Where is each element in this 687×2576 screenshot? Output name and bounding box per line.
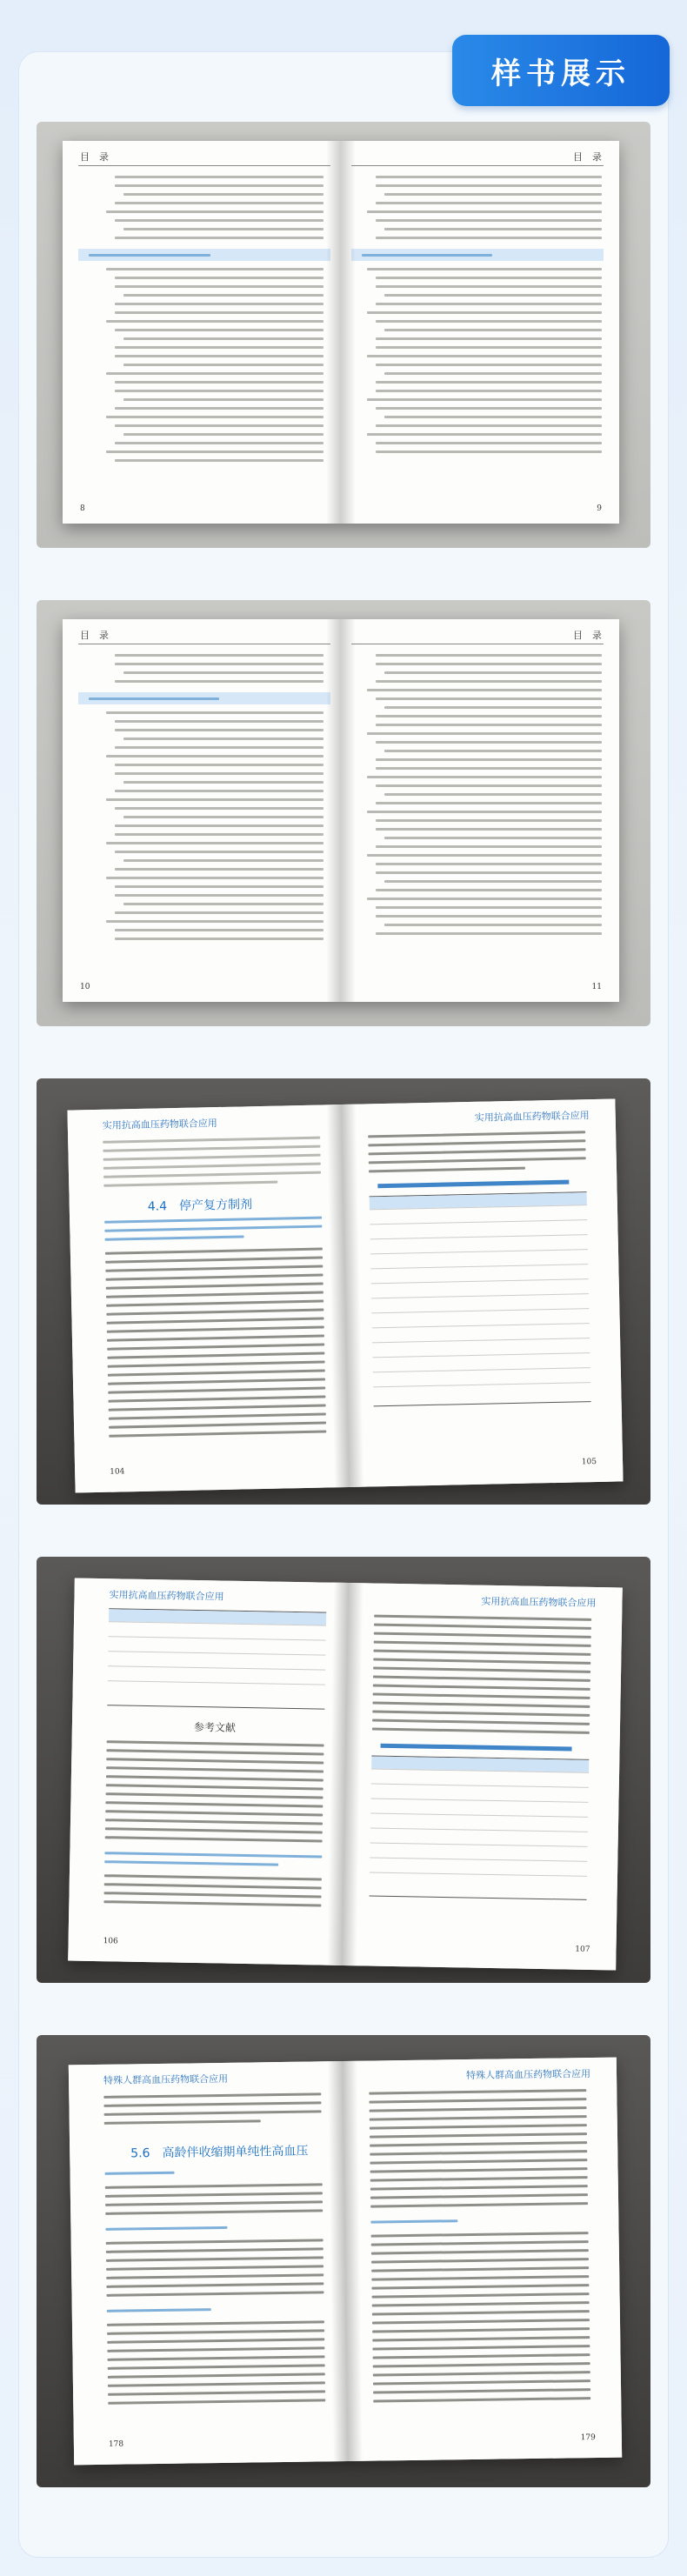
section-heading: 5.6 高龄伴收缩期单纯性高血压 — [130, 2144, 309, 2161]
page-header: 目 录 — [573, 151, 602, 163]
book-spread-1 — [37, 122, 650, 548]
book-spread-4 — [37, 1557, 650, 1983]
data-table — [370, 1756, 590, 1900]
page-header: 实用抗高血压药物联合应用 — [102, 1118, 217, 1131]
page-header: 特殊人群高血压药物联合应用 — [465, 2068, 591, 2082]
book-spread-5 — [37, 2035, 650, 2487]
left-page — [67, 1104, 349, 1493]
page-number: 179 — [580, 2433, 596, 2443]
references-heading: 参考文献 — [193, 1720, 237, 1734]
page-number: 178 — [108, 2439, 124, 2449]
right-page — [341, 1098, 623, 1487]
book-spread-2 — [37, 600, 650, 1026]
open-book — [69, 2058, 622, 2466]
page-number: 10 — [80, 983, 90, 991]
right-page — [342, 1583, 623, 1970]
left-page — [63, 619, 341, 1002]
sample-book-banner: 样书展示 — [452, 35, 670, 106]
section-heading: 4.4 停产复方制剂 — [147, 1198, 253, 1214]
data-table — [370, 1191, 591, 1406]
book-spread-3 — [37, 1078, 650, 1505]
page-number: 8 — [80, 504, 85, 513]
page-header: 目 录 — [80, 151, 109, 163]
left-page — [69, 2061, 348, 2465]
page-header: 目 录 — [573, 630, 602, 641]
right-page — [341, 141, 619, 524]
left-page — [63, 141, 341, 524]
right-page — [341, 619, 619, 1002]
page-number: 105 — [581, 1457, 597, 1467]
page-number: 11 — [591, 983, 602, 991]
page-header: 实用抗高血压药物联合应用 — [481, 1595, 597, 1610]
page-number: 107 — [575, 1945, 590, 1954]
page-header: 目 录 — [80, 630, 109, 641]
page-number: 106 — [103, 1937, 118, 1946]
open-book — [68, 1578, 623, 1971]
page-header: 特殊人群高血压药物联合应用 — [103, 2072, 229, 2086]
page-number: 104 — [110, 1467, 125, 1477]
open-book — [67, 1098, 623, 1492]
open-book — [63, 619, 619, 1002]
page-header: 实用抗高血压药物联合应用 — [474, 1110, 590, 1124]
page-header: 实用抗高血压药物联合应用 — [109, 1589, 224, 1603]
data-table — [107, 1608, 326, 1709]
open-book — [63, 141, 619, 524]
left-page — [68, 1578, 349, 1965]
right-page — [343, 2058, 622, 2461]
page-number: 9 — [597, 504, 602, 513]
